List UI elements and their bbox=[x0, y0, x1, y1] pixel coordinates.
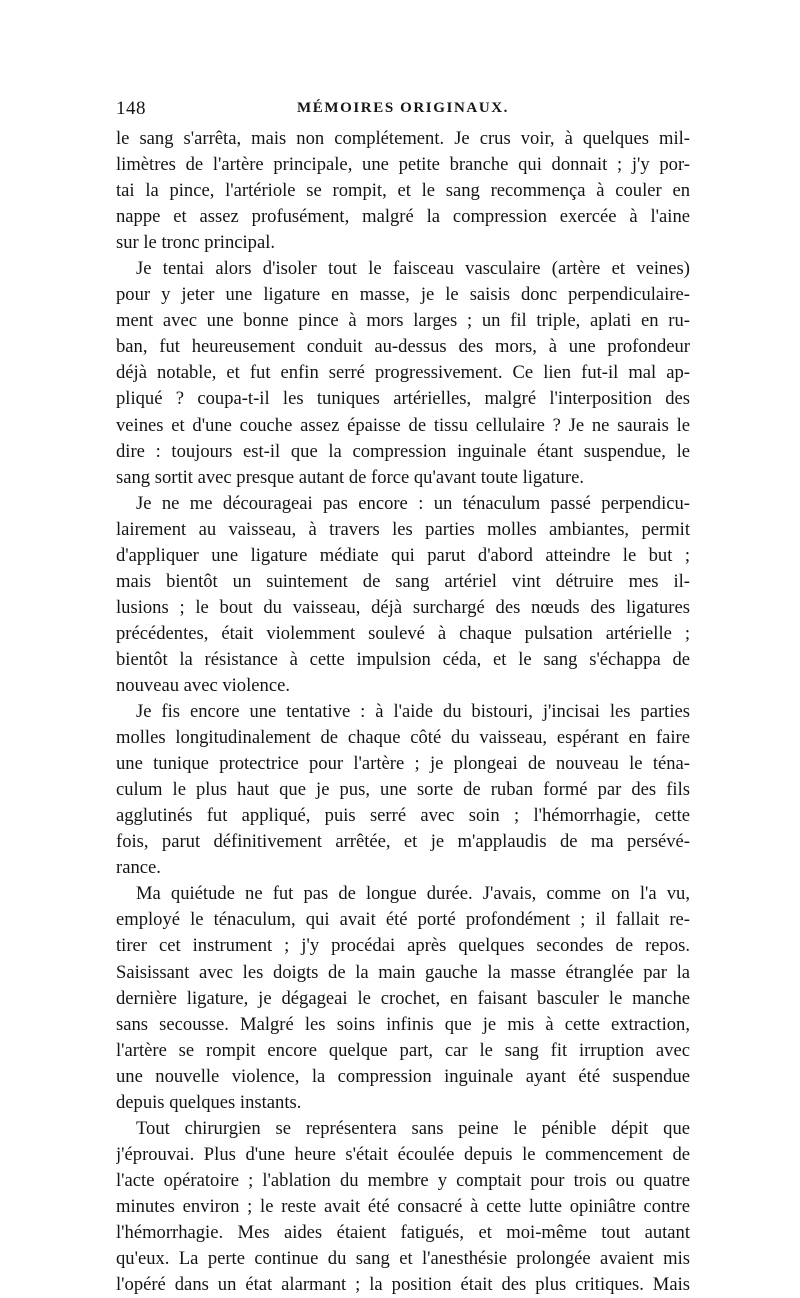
book-page bbox=[116, 98, 690, 1296]
text-line: l'opéré dans un état alarmant ; la position était des plus critiques. Mais bbox=[116, 1274, 690, 1296]
text-line: rance. bbox=[116, 857, 161, 879]
text-line: sans secousse. Malgré les soins infinis que je mis à cette extraction, bbox=[116, 1013, 690, 1035]
text-line: veines et d'une couche assez épaisse de tissu cellulaire ? Je ne saurais le bbox=[116, 414, 690, 436]
text-line: précédentes, était violemment soulevé à chaque pulsation artérielle ; bbox=[116, 622, 690, 644]
text-line: ban, fut heureusement conduit au-dessus des mors, à une profondeur bbox=[116, 336, 690, 358]
body-text bbox=[116, 126, 690, 1298]
text-line: Je fis encore une tentative : à l'aide du bistouri, j'incisai les parties bbox=[136, 701, 690, 723]
text-line: l'acte opératoire ; l'ablation du membre y comptait pour trois ou quatre bbox=[116, 1169, 690, 1191]
text-line: tirer cet instrument ; j'y procédai après quelques secondes de repos. bbox=[116, 935, 690, 957]
running-head bbox=[116, 98, 690, 122]
page-number: 148 bbox=[116, 98, 146, 119]
text-line: une tunique protectrice pour l'artère ; je plongeai de nouveau le téna- bbox=[116, 753, 690, 775]
text-line: pliqué ? coupa-t-il les tuniques artérielles, malgré l'interposition des bbox=[116, 388, 690, 410]
text-line: limètres de l'artère principale, une petite branche qui donnait ; j'y por- bbox=[116, 154, 690, 176]
text-line: Je ne me décourageai pas encore : un ténaculum passé perpendicu- bbox=[136, 492, 690, 514]
text-line: tai la pince, l'artériole se rompit, et le sang recommença à couler en bbox=[116, 180, 690, 202]
text-line: j'éprouvai. Plus d'une heure s'était écoulée depuis le commencement de bbox=[116, 1143, 690, 1165]
text-line: qu'eux. La perte continue du sang et l'anesthésie prolongée avaient mis bbox=[116, 1248, 690, 1270]
text-line: nappe et assez profusément, malgré la compression exercée à l'aine bbox=[116, 206, 690, 228]
text-line: sur le tronc principal. bbox=[116, 232, 276, 254]
text-line: Tout chirurgien se représentera sans peine le pénible dépit que bbox=[136, 1117, 690, 1139]
text-line: depuis quelques instants. bbox=[116, 1091, 302, 1113]
text-line: pour y jeter une ligature en masse, je le saisis donc perpendiculaire- bbox=[116, 284, 690, 306]
text-line: d'appliquer une ligature médiate qui parut d'abord atteindre le but ; bbox=[116, 544, 690, 566]
text-line: dernière ligature, je dégageai le crochet, en faisant basculer le manche bbox=[116, 987, 690, 1009]
text-line: employé le ténaculum, qui avait été porté profondément ; il fallait re- bbox=[116, 909, 690, 931]
text-line: une nouvelle violence, la compression inguinale ayant été suspendue bbox=[116, 1065, 690, 1087]
text-line: Ma quiétude ne fut pas de longue durée. J'avais, comme on l'a vu, bbox=[136, 883, 690, 905]
text-line: agglutinés fut appliqué, puis serré avec soin ; l'hémorrhagie, cette bbox=[116, 805, 690, 827]
running-title: MÉMOIRES ORIGINAUX. bbox=[296, 100, 510, 116]
text-line: molles longitudinalement de chaque côté du vaisseau, espérant en faire bbox=[116, 727, 690, 749]
text-line: bientôt la résistance à cette impulsion céda, et le sang s'échappa de bbox=[116, 648, 690, 670]
text-line: nouveau avec violence. bbox=[116, 674, 290, 696]
text-line: Saisissant avec les doigts de la main gauche la masse étranglée par la bbox=[116, 961, 690, 983]
text-line: ment avec une bonne pince à mors larges ; un fil triple, aplati en ru- bbox=[116, 310, 690, 332]
text-line: fois, parut définitivement arrêtée, et je m'applaudis de ma persévé- bbox=[116, 831, 690, 853]
text-line: l'hémorrhagie. Mes aides étaient fatigués, et moi-même tout autant bbox=[116, 1221, 690, 1243]
text-line: dire : toujours est-il que la compression inguinale étant suspendue, le bbox=[116, 440, 690, 462]
text-line: lairement au vaisseau, à travers les parties molles ambiantes, permit bbox=[116, 518, 690, 540]
text-line: le sang s'arrêta, mais non complétement. Je crus voir, à quelques mil- bbox=[116, 128, 690, 149]
text-line: minutes environ ; le reste avait été consacré à cette lutte opiniâtre contre bbox=[116, 1195, 690, 1217]
text-line: l'artère se rompit encore quelque part, car le sang fit irruption avec bbox=[116, 1039, 690, 1061]
text-line: mais bientôt un suintement de sang artériel vint détruire mes il- bbox=[116, 570, 690, 592]
text-line: culum le plus haut que je pus, une sorte de ruban formé par des fils bbox=[116, 779, 690, 801]
text-line: Je tentai alors d'isoler tout le faisceau vasculaire (artère et veines) bbox=[136, 258, 690, 280]
text-line: lusions ; le bout du vaisseau, déjà surchargé des nœuds des ligatures bbox=[116, 596, 690, 618]
text-line: sang sortit avec presque autant de force qu'avant toute ligature. bbox=[116, 466, 585, 488]
text-line: déjà notable, et fut enfin serré progressivement. Ce lien fut-il mal ap- bbox=[116, 362, 690, 384]
